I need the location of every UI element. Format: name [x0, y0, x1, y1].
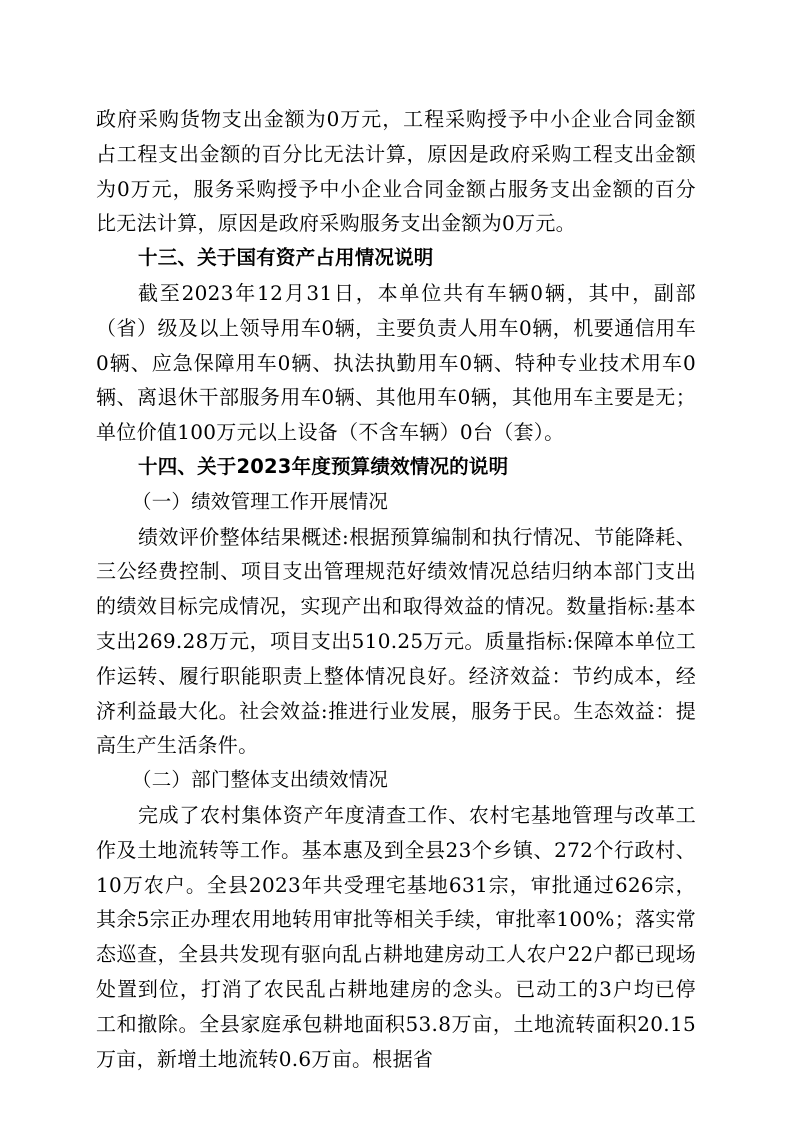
subsection-heading-2: （二）部门整体支出绩效情况: [132, 768, 389, 792]
section-heading-13: 十三、关于国有资产占用情况说明: [138, 246, 434, 270]
paragraph-performance-summary: 绩效评价整体结果概述:根据预算编制和执行情况、节能降耗、三公经费控制、项目支出管理规范好绩效情况总结归纳本部门支出的绩效目标完成情况，实现产出和取得效益的情况。数量指标:基本支出269.28万元，项目支出510.25万元。质量指标:保障本单位工作运转、履行职能职责上整体情况良好。经济效益：节约成本，经济利益最大化。社会效益:推进行业发展，服务于民。生态效益：提高生产生活条件。: [96, 524, 696, 758]
section-heading-14: 十四、关于2023年度预算绩效情况的说明: [138, 454, 509, 478]
paragraph-state-assets: 截至2023年12月31日，本单位共有车辆0辆，其中，副部（省）级及以上领导用车0辆，主要负责人用车0辆，机要通信用车0辆、应急保障用车0辆、执法执勤用车0辆、特种专业技术用车0辆、离退休干部服务用车0辆、其他用车0辆，其他用车主要是无；单位价值100万元以上设备（不含车辆）0台（套）。: [96, 280, 696, 445]
subsection-heading-1: （一）绩效管理工作开展情况: [132, 489, 389, 513]
document-body: [96, 102, 696, 1076]
paragraph-procurement-continued: 政府采购货物支出金额为0万元，工程采购授予中小企业合同金额占工程支出金额的百分比无法计算，原因是政府采购工程支出金额为0万元，服务采购授予中小企业合同金额占服务支出金额的百分比无法计算，原因是政府采购服务支出金额为0万元。: [96, 107, 696, 236]
paragraph-department-performance: 完成了农村集体资产年度清查工作、农村宅基地管理与改革工作及土地流转等工作。基本惠及到全县23个乡镇、272个行政村、10万农户。全县2023年共受理宅基地631宗，审批通过626宗，其余5宗正办理农用地转用审批等相关手续，审批率100%；落实常态巡查，全县共发现有驱向乱占耕地建房动工人农户22户都已现场处置到位，打消了农民乱占耕地建房的念头。已动工的3户均已停工和撤除。全县家庭承包耕地面积53.8万亩，土地流转面积20.15万亩，新增土地流转0.6万亩。根据省: [96, 802, 696, 1071]
